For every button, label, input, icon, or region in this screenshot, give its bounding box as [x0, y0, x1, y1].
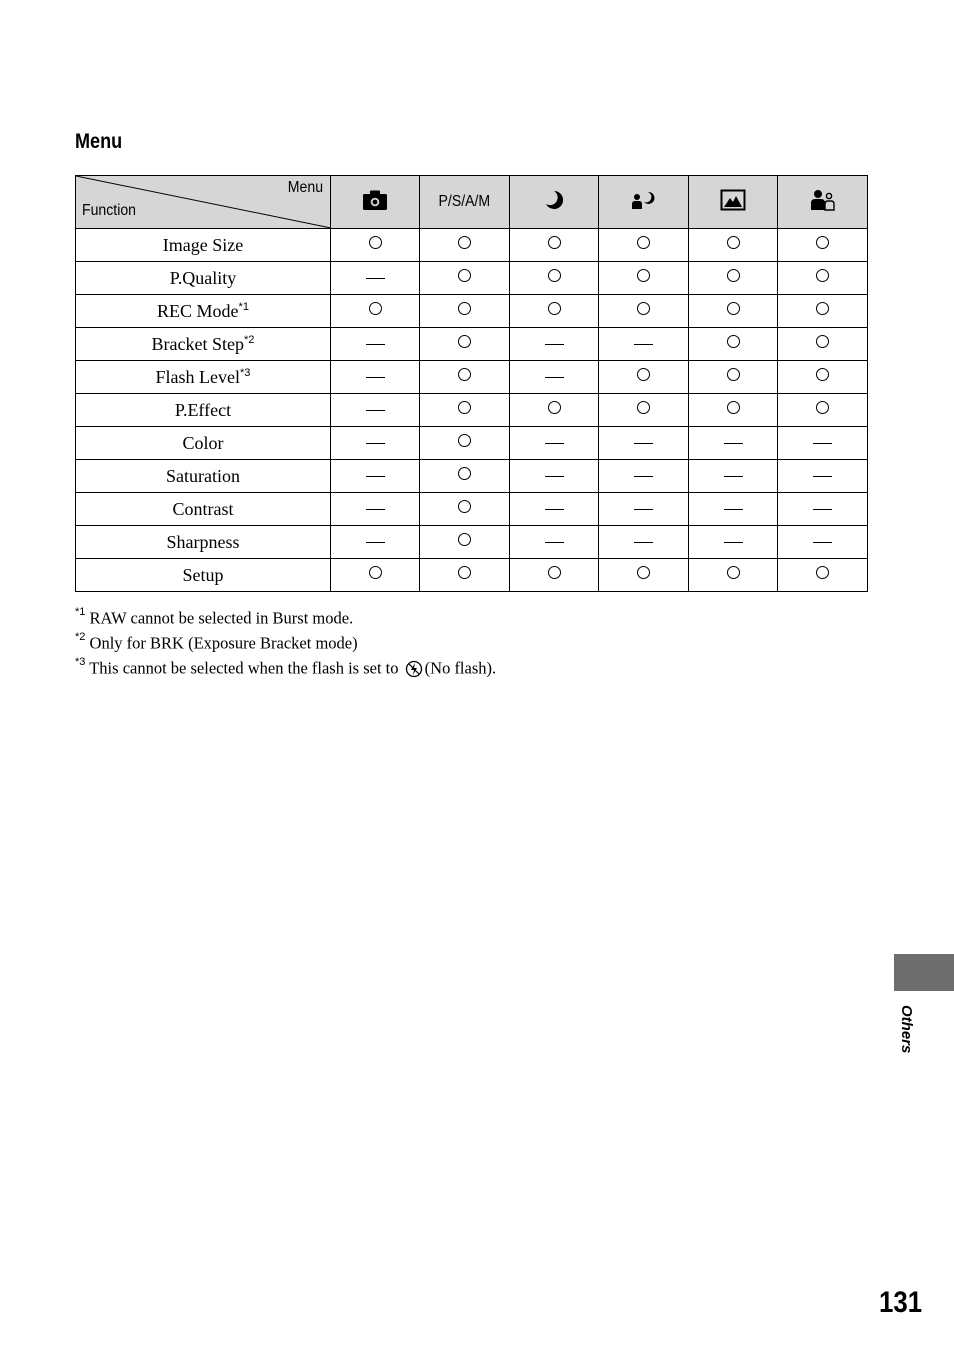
table-row: [76, 526, 868, 559]
available-circle-icon: [369, 236, 382, 249]
availability-cell: [599, 427, 689, 460]
function-cell: [76, 262, 331, 295]
table-row: [76, 262, 868, 295]
function-cell: [76, 460, 331, 493]
availability-cell: [778, 361, 868, 394]
availability-cell: [599, 460, 689, 493]
unavailable-dash-icon: [634, 443, 653, 444]
available-circle-icon: [458, 335, 471, 348]
available-circle-icon: [458, 302, 471, 315]
availability-cell: [420, 526, 510, 559]
function-cell: [76, 229, 331, 262]
table-header-row: [76, 176, 868, 229]
availability-cell: [510, 262, 599, 295]
available-circle-icon: [727, 368, 740, 381]
function-label: Flash Level: [155, 366, 241, 387]
function-cell: [76, 427, 331, 460]
unavailable-dash-icon: [366, 443, 385, 444]
function-label: Saturation: [166, 465, 240, 486]
function-cell: [76, 295, 331, 328]
footnote-mark: *1: [75, 606, 86, 618]
footnote-reference: *3: [240, 366, 251, 379]
footnote-mark: *2: [75, 631, 86, 643]
availability-cell: [510, 295, 599, 328]
available-circle-icon: [727, 236, 740, 249]
available-circle-icon: [816, 401, 829, 414]
unavailable-dash-icon: [634, 542, 653, 543]
availability-cell: [599, 493, 689, 526]
table-row: [76, 328, 868, 361]
function-label: REC Mode: [157, 300, 239, 321]
table-row: [76, 394, 868, 427]
unavailable-dash-icon: [813, 476, 832, 477]
available-circle-icon: [637, 269, 650, 282]
column-landscape: [689, 176, 778, 229]
column-twilight-portrait: [599, 176, 689, 229]
unavailable-dash-icon: [545, 476, 564, 477]
unavailable-dash-icon: [545, 542, 564, 543]
availability-cell: [599, 361, 689, 394]
footnote-reference: *1: [238, 300, 249, 313]
availability-cell: [778, 328, 868, 361]
availability-cell: [689, 361, 778, 394]
available-circle-icon: [458, 401, 471, 414]
available-circle-icon: [458, 269, 471, 282]
availability-cell: [510, 460, 599, 493]
footnote-text: Only for BRK (Exposure Bracket mode): [85, 633, 358, 653]
function-label: Sharpness: [166, 531, 240, 552]
unavailable-dash-icon: [813, 542, 832, 543]
available-circle-icon: [458, 500, 471, 513]
function-cell: [76, 526, 331, 559]
available-circle-icon: [369, 302, 382, 315]
landscape-icon: [720, 189, 746, 211]
availability-cell: [510, 361, 599, 394]
availability-cell: [599, 526, 689, 559]
availability-cell: [331, 427, 420, 460]
function-cell: [76, 559, 331, 592]
function-label: Bracket Step: [151, 333, 245, 354]
availability-cell: [599, 559, 689, 592]
availability-cell: [420, 559, 510, 592]
available-circle-icon: [727, 269, 740, 282]
column-psam: [420, 176, 510, 229]
availability-cell: [420, 394, 510, 427]
available-circle-icon: [727, 335, 740, 348]
availability-cell: [420, 427, 510, 460]
availability-cell: [420, 229, 510, 262]
no-flash-icon: [405, 660, 423, 678]
availability-cell: [778, 394, 868, 427]
availability-cell: [599, 328, 689, 361]
availability-cell: [599, 295, 689, 328]
availability-cell: [689, 427, 778, 460]
available-circle-icon: [458, 434, 471, 447]
availability-cell: [331, 394, 420, 427]
corner-function-label: Function: [82, 202, 137, 219]
availability-cell: [510, 559, 599, 592]
available-circle-icon: [548, 401, 561, 414]
available-circle-icon: [458, 566, 471, 579]
available-circle-icon: [727, 401, 740, 414]
available-circle-icon: [816, 335, 829, 348]
available-circle-icon: [816, 566, 829, 579]
unavailable-dash-icon: [366, 377, 385, 378]
available-circle-icon: [637, 302, 650, 315]
availability-cell: [420, 328, 510, 361]
available-circle-icon: [816, 368, 829, 381]
availability-cell: [420, 295, 510, 328]
availability-cell: [420, 262, 510, 295]
footnote-mark: *3: [75, 656, 86, 668]
available-circle-icon: [369, 566, 382, 579]
unavailable-dash-icon: [366, 344, 385, 345]
availability-cell: [689, 460, 778, 493]
availability-cell: [420, 460, 510, 493]
available-circle-icon: [458, 467, 471, 480]
available-circle-icon: [548, 566, 561, 579]
function-cell: [76, 493, 331, 526]
unavailable-dash-icon: [634, 344, 653, 345]
availability-cell: [331, 328, 420, 361]
table-row: [76, 559, 868, 592]
twilight-moon-icon: [543, 189, 565, 211]
availability-cell: [510, 493, 599, 526]
column-twilight: [510, 176, 599, 229]
unavailable-dash-icon: [366, 476, 385, 477]
unavailable-dash-icon: [545, 344, 564, 345]
page-number: 131: [879, 1286, 923, 1319]
footnote-3: [75, 658, 496, 679]
availability-cell: [778, 460, 868, 493]
table-row: [76, 229, 868, 262]
availability-cell: [689, 328, 778, 361]
available-circle-icon: [637, 566, 650, 579]
footnote-text-after: (No flash).: [424, 658, 497, 678]
availability-cell: [331, 493, 420, 526]
availability-cell: [331, 526, 420, 559]
column-auto: [331, 176, 420, 229]
available-circle-icon: [458, 533, 471, 546]
footnote-2: [75, 633, 358, 654]
availability-cell: [689, 229, 778, 262]
table-row: [76, 460, 868, 493]
function-cell: [76, 394, 331, 427]
availability-cell: [510, 229, 599, 262]
available-circle-icon: [548, 236, 561, 249]
available-circle-icon: [816, 302, 829, 315]
availability-cell: [331, 229, 420, 262]
function-label: Color: [182, 432, 224, 453]
function-label: Image Size: [162, 234, 244, 255]
availability-cell: [778, 262, 868, 295]
side-tab-label: Others: [898, 1005, 915, 1054]
unavailable-dash-icon: [724, 509, 743, 510]
availability-cell: [599, 262, 689, 295]
availability-cell: [331, 361, 420, 394]
function-label: P.Effect: [174, 399, 232, 420]
unavailable-dash-icon: [545, 509, 564, 510]
section-title: Menu: [75, 130, 123, 153]
camera-auto-icon: [362, 189, 388, 211]
unavailable-dash-icon: [545, 377, 564, 378]
availability-cell: [689, 262, 778, 295]
column-psam-label: P/S/A/M: [438, 193, 491, 210]
available-circle-icon: [458, 368, 471, 381]
availability-cell: [420, 361, 510, 394]
availability-cell: [599, 229, 689, 262]
availability-cell: [331, 262, 420, 295]
table-row: [76, 361, 868, 394]
availability-cell: [510, 328, 599, 361]
unavailable-dash-icon: [366, 410, 385, 411]
function-label: Setup: [182, 564, 224, 585]
column-soft-snap: [778, 176, 868, 229]
availability-cell: [689, 526, 778, 559]
menu-function-table: [75, 175, 868, 592]
available-circle-icon: [548, 302, 561, 315]
header-corner-cell: [76, 176, 331, 229]
table-row: [76, 493, 868, 526]
unavailable-dash-icon: [545, 443, 564, 444]
unavailable-dash-icon: [634, 509, 653, 510]
available-circle-icon: [458, 236, 471, 249]
unavailable-dash-icon: [724, 476, 743, 477]
availability-cell: [778, 295, 868, 328]
availability-cell: [689, 295, 778, 328]
unavailable-dash-icon: [813, 443, 832, 444]
function-label: Contrast: [172, 498, 234, 519]
availability-cell: [778, 526, 868, 559]
availability-cell: [689, 394, 778, 427]
unavailable-dash-icon: [634, 476, 653, 477]
availability-cell: [331, 559, 420, 592]
availability-cell: [510, 427, 599, 460]
availability-cell: [599, 394, 689, 427]
available-circle-icon: [548, 269, 561, 282]
unavailable-dash-icon: [724, 443, 743, 444]
table-row: [76, 295, 868, 328]
unavailable-dash-icon: [813, 509, 832, 510]
availability-cell: [689, 493, 778, 526]
availability-cell: [778, 493, 868, 526]
footnote-text: This cannot be selected when the flash is set to: [85, 658, 399, 678]
availability-cell: [331, 295, 420, 328]
function-label: P.Quality: [169, 267, 237, 288]
table-body: [76, 229, 868, 592]
availability-cell: [510, 394, 599, 427]
twilight-portrait-icon: [631, 189, 657, 211]
side-tab-marker: [894, 954, 954, 991]
footnote-1: [75, 608, 353, 629]
available-circle-icon: [727, 566, 740, 579]
available-circle-icon: [816, 269, 829, 282]
unavailable-dash-icon: [366, 509, 385, 510]
availability-cell: [689, 559, 778, 592]
availability-cell: [778, 559, 868, 592]
availability-cell: [778, 427, 868, 460]
available-circle-icon: [637, 401, 650, 414]
footnote-reference: *2: [244, 333, 255, 346]
unavailable-dash-icon: [366, 542, 385, 543]
soft-snap-portrait-icon: [810, 188, 836, 212]
availability-cell: [420, 493, 510, 526]
available-circle-icon: [816, 236, 829, 249]
corner-menu-label: Menu: [287, 179, 323, 196]
available-circle-icon: [727, 302, 740, 315]
function-cell: [76, 361, 331, 394]
available-circle-icon: [637, 236, 650, 249]
footnote-text: RAW cannot be selected in Burst mode.: [85, 608, 354, 628]
availability-cell: [778, 229, 868, 262]
availability-cell: [331, 460, 420, 493]
function-cell: [76, 328, 331, 361]
availability-cell: [510, 526, 599, 559]
unavailable-dash-icon: [366, 278, 385, 279]
available-circle-icon: [637, 368, 650, 381]
unavailable-dash-icon: [724, 542, 743, 543]
table-row: [76, 427, 868, 460]
